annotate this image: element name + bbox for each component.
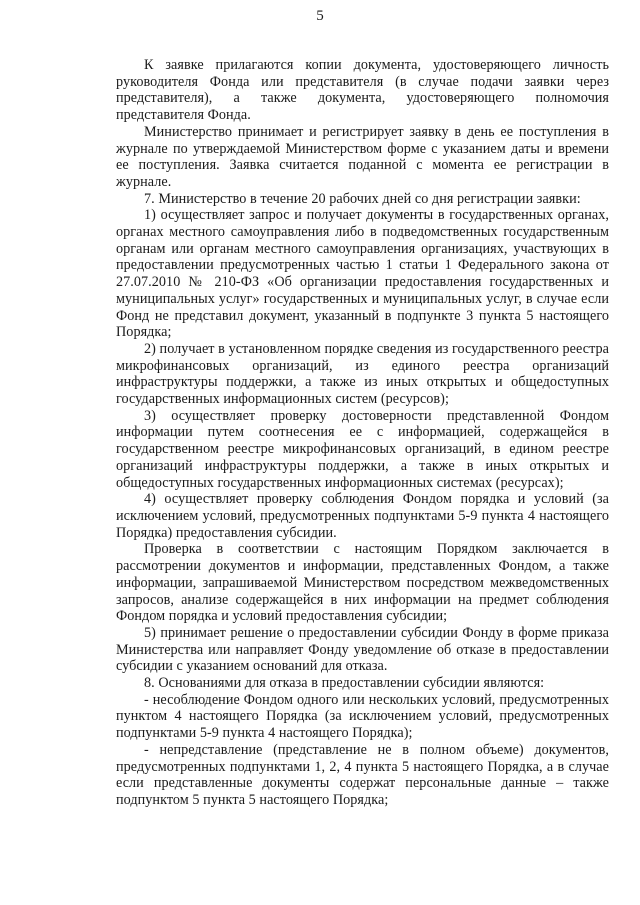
page-number: 5 — [316, 8, 324, 24]
paragraph-item-7-2: 2) получает в установленном порядке сведения из государственного реестра микрофинансовых организаций, из единого реестра организаций инфраструктуры поддержки, а также из иных открытых и общедоступных государственных информационных систем (ресурсов); — [116, 340, 609, 408]
paragraph-refusal-reason-2: - непредставление (представление не в полном объеме) документов, предусмотренных подпунктами 1, 2, 4 пункта 5 настоящего Порядка, а в случае если представленные документы содержат персональные данные – также подпунктом 5 пункта 5 настоящего Порядка; — [116, 741, 609, 808]
paragraph-item-7-1: 1) осуществляет запрос и получает документы в государственных органах, органах местного самоуправления либо в подведомственных государственным органам или органам местного самоуправления организациях, участвующих в предоставлении предусмотренных частью 1 статьи 1 Федерального закона от 27.07.2010 № 210-ФЗ «Об организации предоставления государственных и муниципальных услуг» государственных и муниципальных услуг, в случае если Фонд не представил документ, указанный в подпункте 3 пункта 5 настоящего Порядка; — [116, 207, 609, 341]
paragraph-item-8: 8. Основаниями для отказа в предоставлении субсидии являются: — [144, 675, 545, 692]
document-body — [116, 57, 609, 809]
paragraph-verification: Проверка в соответствии с настоящим Порядком заключается в рассмотрении документов и информации, представленных Фондом, а также информации, запрашиваемой Министерством посредством межведомственных запросов, анализе содержащейся в них информации на предмет соблюдения Фондом порядка и условий предоставления субсидии; — [116, 541, 609, 625]
paragraph-refusal-reason-1: - несоблюдение Фондом одного или нескольких условий, предусмотренных пунктом 4 настоящего Порядка (за исключением условий, предусмотренных подпунктами 5-9 пункта 4 настоящего Порядка); — [116, 691, 609, 742]
paragraph-item-7-4: 4) осуществляет проверку соблюдения Фондом порядка и условий (за исключением условий, предусмотренных подпунктами 5-9 пункта 4 настоящего Порядка) предоставления субсидии. — [116, 491, 609, 541]
paragraph-attachments: К заявке прилагаются копии документа, удостоверяющего личность руководителя Фонда или представителя (в случае подачи заявки через представителя), а также документа, удостоверяющего полномочия представителя Фонда. — [116, 57, 609, 124]
paragraph-item-7: 7. Министерство в течение 20 рабочих дней со дня регистрации заявки: — [144, 190, 581, 207]
paragraph-item-7-5: 5) принимает решение о предоставлении субсидии Фонду в форме приказа Министерства или направляет Фонду уведомление об отказе в предоставлении субсидии с указанием оснований для отказа. — [116, 624, 609, 675]
paragraph-registration: Министерство принимает и регистрирует заявку в день ее поступления в журнале по утверждаемой Министерством форме с указанием даты и времени ее поступления. Заявка считается поданной с момента ее регистрации в журнале. — [116, 123, 609, 190]
paragraph-item-7-3: 3) осуществляет проверку достоверности представленной Фондом информации путем соотнесения ее с информацией, содержащейся в государственном реестре микрофинансовых организаций, в едином реестре организаций инфраструктуры поддержки, а также в иных открытых и общедоступных государственных информационных системах (ресурсах); — [116, 407, 609, 491]
